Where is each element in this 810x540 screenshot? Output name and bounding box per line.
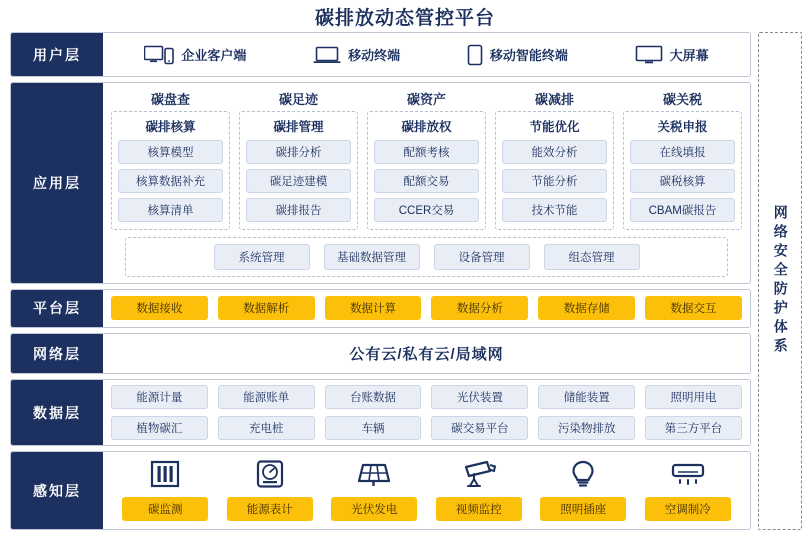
sensing-item-air-conditioning[interactable] (636, 459, 741, 521)
layer-data-content (103, 380, 750, 445)
layer-application-label: 应用层 (11, 83, 103, 283)
data-chip[interactable]: 台账数据 (325, 385, 422, 409)
app-column-title: 碳盘查 (150, 92, 190, 108)
layer-stack (10, 32, 751, 530)
user-item-mobile-terminal[interactable] (313, 45, 400, 65)
platform-chip[interactable]: 数据交互 (645, 296, 742, 320)
app-column-title: 碳足迹 (278, 92, 318, 108)
layer-application-content (103, 83, 750, 283)
sensing-item-label: 视频监控 (436, 497, 522, 521)
layer-platform-content (103, 290, 750, 327)
layer-network-content (103, 334, 750, 373)
sensing-item-carbon-monitoring[interactable] (113, 459, 218, 521)
app-chip[interactable]: 核算清单 (118, 198, 223, 222)
sensing-item-row (107, 455, 746, 527)
app-column-carbon-footprint (239, 89, 358, 230)
app-box (495, 111, 614, 230)
app-chip[interactable]: 技术节能 (502, 198, 607, 222)
app-chip[interactable]: 碳排分析 (246, 140, 351, 164)
sensing-item-label: 光伏发电 (331, 497, 417, 521)
layer-sensing-label: 感知层 (11, 452, 103, 529)
layer-data (10, 379, 751, 446)
sensing-item-lighting-socket[interactable] (531, 459, 636, 521)
layer-user-content (103, 33, 750, 76)
user-item-large-screen[interactable] (635, 45, 709, 65)
app-chip[interactable]: 碳足迹建模 (246, 169, 351, 193)
layer-platform (10, 289, 751, 328)
app-chip[interactable]: 配额交易 (374, 169, 479, 193)
sensing-item-energy-meter[interactable] (218, 459, 323, 521)
cctv-camera-icon (461, 459, 497, 489)
app-box-title: 碳排核算 (145, 120, 196, 135)
user-item-label: 移动终端 (348, 48, 401, 64)
app-column-carbon-tariff (623, 89, 742, 230)
data-chip[interactable]: 能源账单 (218, 385, 315, 409)
layer-network (10, 333, 751, 374)
app-box-title: 关税申报 (657, 120, 708, 135)
layer-sensing-content (103, 452, 750, 529)
app-chip[interactable]: CBAM碳报告 (630, 198, 735, 222)
layer-network-label: 网络层 (11, 334, 103, 373)
data-chip[interactable]: 储能装置 (538, 385, 635, 409)
platform-chip-row (111, 296, 742, 320)
app-box (111, 111, 230, 230)
user-item-label: 企业客户端 (181, 48, 247, 64)
sensing-item-pv-generation[interactable] (322, 459, 427, 521)
data-chip[interactable]: 碳交易平台 (431, 416, 528, 440)
sensing-item-label: 碳监测 (122, 497, 208, 521)
app-chip[interactable]: 核算数据补充 (118, 169, 223, 193)
app-box (239, 111, 358, 230)
data-chip[interactable]: 照明用电 (645, 385, 742, 409)
data-chip-grid (111, 385, 742, 440)
data-chip[interactable]: 污染物排放 (538, 416, 635, 440)
gauge-icon (253, 459, 287, 489)
app-column-title: 碳关税 (662, 92, 702, 108)
management-chip[interactable]: 组态管理 (544, 244, 640, 270)
diagram-body (0, 32, 810, 530)
data-chip[interactable]: 车辆 (325, 416, 422, 440)
app-chip[interactable]: 碳税核算 (630, 169, 735, 193)
network-security-label: 网络安全防护体系 (772, 205, 789, 357)
user-item-label: 大屏幕 (669, 48, 709, 64)
platform-chip[interactable]: 数据计算 (325, 296, 422, 320)
layer-user (10, 32, 751, 77)
smartphone-icon (467, 44, 483, 66)
sensing-item-video-surveillance[interactable] (427, 459, 532, 521)
page-title: 碳排放动态管控平台 (314, 8, 495, 29)
platform-chip[interactable]: 数据解析 (218, 296, 315, 320)
app-box-title: 节能优化 (529, 120, 580, 135)
user-item-row (111, 39, 742, 70)
data-chip-row (111, 416, 742, 440)
light-bulb-icon (568, 459, 598, 489)
desktop-phone-icon (144, 45, 174, 65)
app-chip[interactable]: CCER交易 (374, 198, 479, 222)
management-chip[interactable]: 设备管理 (434, 244, 530, 270)
app-column-title: 碳减排 (534, 92, 574, 108)
app-chip[interactable]: 节能分析 (502, 169, 607, 193)
layer-application (10, 82, 751, 284)
app-box (623, 111, 742, 230)
network-security-panel (758, 32, 802, 530)
meter-cabinet-icon (148, 459, 182, 489)
data-chip[interactable]: 充电桩 (218, 416, 315, 440)
sensing-item-label: 能源表计 (227, 497, 313, 521)
application-management-row (125, 237, 728, 277)
data-chip[interactable]: 能源计量 (111, 385, 208, 409)
app-box-title: 碳排放权 (401, 120, 452, 135)
laptop-icon (313, 45, 341, 65)
app-chip[interactable]: 在线填报 (630, 140, 735, 164)
app-column-carbon-inventory (111, 89, 230, 230)
app-chip[interactable]: 配额考核 (374, 140, 479, 164)
app-box (367, 111, 486, 230)
air-conditioner-icon (670, 459, 706, 489)
data-chip[interactable]: 光伏装置 (431, 385, 528, 409)
layer-user-label: 用户层 (11, 33, 103, 76)
platform-chip[interactable]: 数据存储 (538, 296, 635, 320)
data-chip[interactable]: 第三方平台 (645, 416, 742, 440)
layer-platform-label: 平台层 (11, 290, 103, 327)
app-chip[interactable]: 碳排报告 (246, 198, 351, 222)
user-item-enterprise-client[interactable] (144, 45, 246, 65)
monitor-icon (635, 45, 663, 65)
app-column-carbon-reduction (495, 89, 614, 230)
management-chip[interactable]: 基础数据管理 (324, 244, 420, 270)
app-box-title: 碳排管理 (273, 120, 324, 135)
app-column-title: 碳资产 (406, 92, 446, 108)
platform-chip[interactable]: 数据接收 (111, 296, 208, 320)
layer-data-label: 数据层 (11, 380, 103, 445)
solar-panel-icon (356, 459, 392, 489)
user-item-label: 移动智能终端 (489, 48, 568, 64)
sensing-item-label: 空调制冷 (645, 497, 731, 521)
user-item-smart-terminal[interactable] (467, 44, 568, 66)
data-chip[interactable]: 植物碳汇 (111, 416, 208, 440)
app-column-carbon-assets (367, 89, 486, 230)
sensing-item-label: 照明插座 (540, 497, 626, 521)
app-chip[interactable]: 核算模型 (118, 140, 223, 164)
platform-chip[interactable]: 数据分析 (431, 296, 528, 320)
layer-sensing (10, 451, 751, 530)
data-chip-row (111, 385, 742, 409)
app-chip[interactable]: 能效分析 (502, 140, 607, 164)
network-text: 公有云/私有云/局域网 (349, 346, 504, 364)
management-chip[interactable]: 系统管理 (214, 244, 310, 270)
application-columns (111, 89, 742, 230)
